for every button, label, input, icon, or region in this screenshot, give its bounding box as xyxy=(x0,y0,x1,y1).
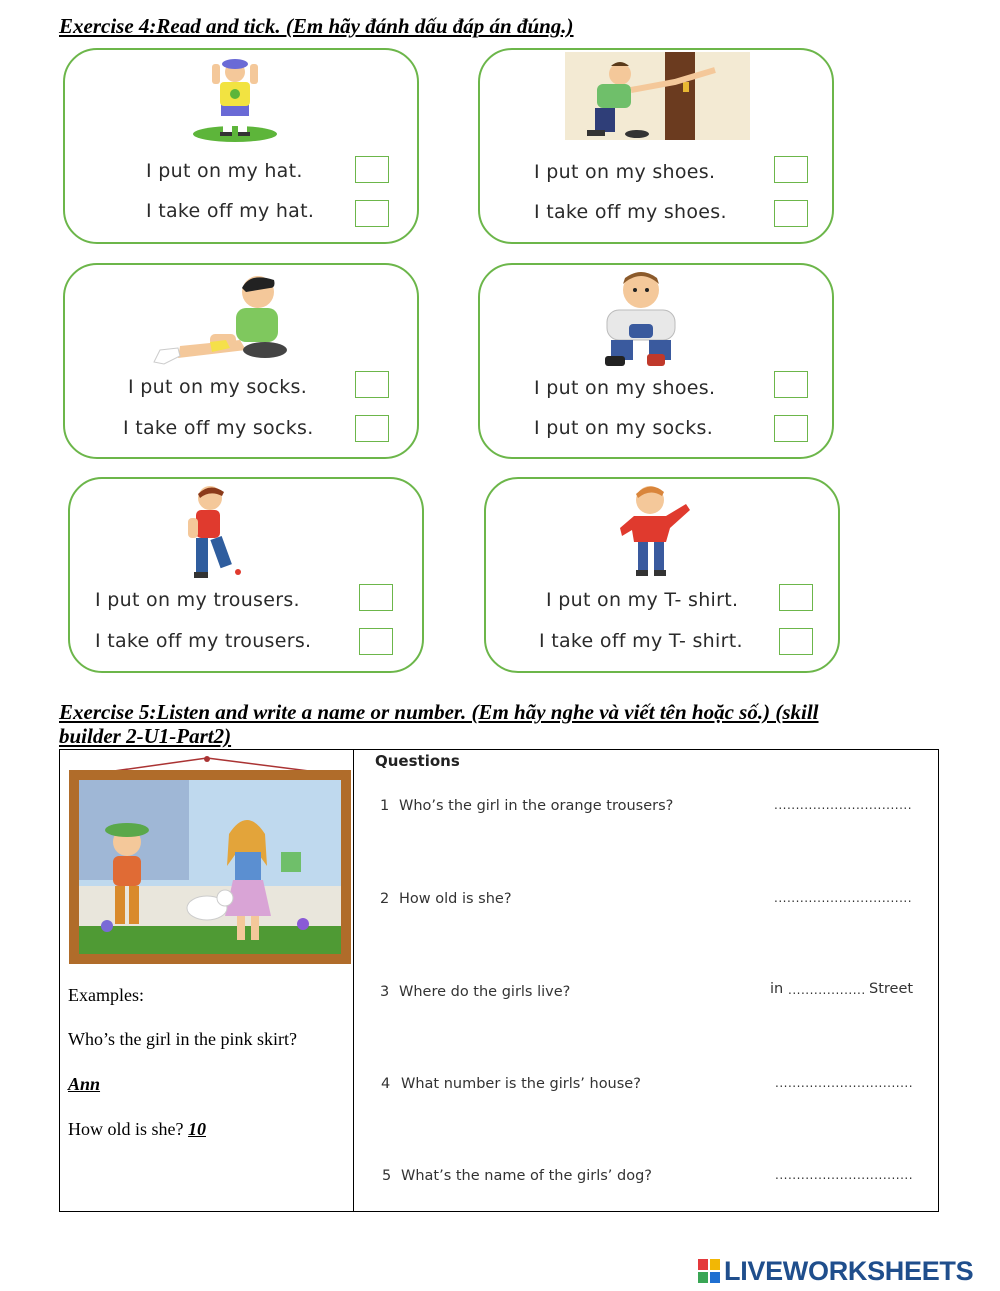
question-2-number: 2 xyxy=(380,891,390,907)
question-1-blank: ................................ xyxy=(774,798,913,812)
card6-option1-text: I put on my T- shirt. xyxy=(546,589,739,611)
card5-option2-checkbox[interactable] xyxy=(359,628,393,655)
liveworksheets-logo[interactable] xyxy=(698,1256,973,1286)
question-5-blank: ................................ xyxy=(775,1168,914,1182)
question-1-number: 1 xyxy=(380,798,390,814)
boy-hat-picture xyxy=(190,56,280,146)
example-question-2-text: How old is she? xyxy=(68,1119,184,1139)
card2-option1-checkbox[interactable] xyxy=(774,156,808,183)
question-3-blank: .................. xyxy=(788,983,866,997)
card3-option2-checkbox[interactable] xyxy=(355,415,389,442)
card4-option1-checkbox[interactable] xyxy=(774,371,808,398)
card1-option1-text: I put on my hat. xyxy=(146,160,303,182)
card3-option1-checkbox[interactable] xyxy=(355,371,389,398)
boy-tshirt-picture xyxy=(614,480,694,580)
question-5-text: What’s the name of the girls’ dog? xyxy=(401,1168,652,1184)
example-answer-2: 10 xyxy=(188,1119,206,1139)
question-1-text: Who’s the girl in the orange trousers? xyxy=(399,798,674,814)
boy-sitting-picture xyxy=(593,268,689,368)
table-divider xyxy=(353,749,354,1212)
question-3-number: 3 xyxy=(380,984,390,1000)
question-5-answer-input[interactable] xyxy=(775,1164,915,1180)
examples-label: Examples: xyxy=(68,985,144,1005)
liveworksheets-logo-text: LIVEWORKSHEETS xyxy=(724,1255,974,1286)
card1-option2-checkbox[interactable] xyxy=(355,200,389,227)
card5-option1-checkbox[interactable] xyxy=(359,584,393,611)
card1-option1-checkbox[interactable] xyxy=(355,156,389,183)
question-4-blank: ................................ xyxy=(775,1076,914,1090)
exercise5-heading-line2: builder 2-U1-Part2) xyxy=(59,724,232,748)
question-2-blank: ................................ xyxy=(774,891,913,905)
card2-option2-checkbox[interactable] xyxy=(774,200,808,227)
questions-title: Questions xyxy=(375,752,460,770)
card5-option1-text: I put on my trousers. xyxy=(95,589,300,611)
boy-socks-picture xyxy=(150,270,300,370)
card3-option2-text: I take off my socks. xyxy=(123,417,314,439)
question-2-answer-input[interactable] xyxy=(774,887,914,903)
question-3-prefix: in xyxy=(770,981,784,997)
card6-option2-checkbox[interactable] xyxy=(779,628,813,655)
card4-option2-text: I put on my socks. xyxy=(534,417,714,439)
card4-option1-text: I put on my shoes. xyxy=(534,377,716,399)
example-question-1: Who’s the girl in the pink skirt? xyxy=(68,1029,297,1049)
exercise4-heading: Exercise 4:Read and tick. (Em hãy đánh dấu đáp án đúng.) xyxy=(59,14,574,38)
question-1-answer-input[interactable] xyxy=(774,794,914,810)
question-4-number: 4 xyxy=(381,1076,391,1092)
question-4-answer-input[interactable] xyxy=(775,1072,915,1088)
example-answer-1: Ann xyxy=(68,1074,101,1094)
card1-option2-text: I take off my hat. xyxy=(146,200,315,222)
question-5-number: 5 xyxy=(382,1168,392,1184)
question-3-suffix: Street xyxy=(869,981,914,997)
example-question-2 xyxy=(68,1119,206,1140)
liveworksheets-logo-icon xyxy=(698,1259,720,1283)
exercise5-heading-line1: Exercise 5:Listen and write a name or number. (Em hãy nghe và viết tên hoặc số.) (skill xyxy=(59,700,819,724)
girls-garden-picture xyxy=(67,756,353,966)
card6-option1-checkbox[interactable] xyxy=(779,584,813,611)
card3-option1-text: I put on my socks. xyxy=(128,376,308,398)
boy-trousers-picture xyxy=(180,482,252,582)
card6-option2-text: I take off my T- shirt. xyxy=(539,630,743,652)
card2-option1-text: I put on my shoes. xyxy=(534,161,716,183)
card2-option2-text: I take off my shoes. xyxy=(534,201,727,223)
card5-option2-text: I take off my trousers. xyxy=(95,630,312,652)
question-3-text: Where do the girls live? xyxy=(399,984,571,1000)
boy-door-picture xyxy=(565,52,750,140)
question-3-answer-input[interactable] xyxy=(788,979,868,995)
question-4-text: What number is the girls’ house? xyxy=(401,1076,641,1092)
question-2-text: How old is she? xyxy=(399,891,512,907)
card4-option2-checkbox[interactable] xyxy=(774,415,808,442)
